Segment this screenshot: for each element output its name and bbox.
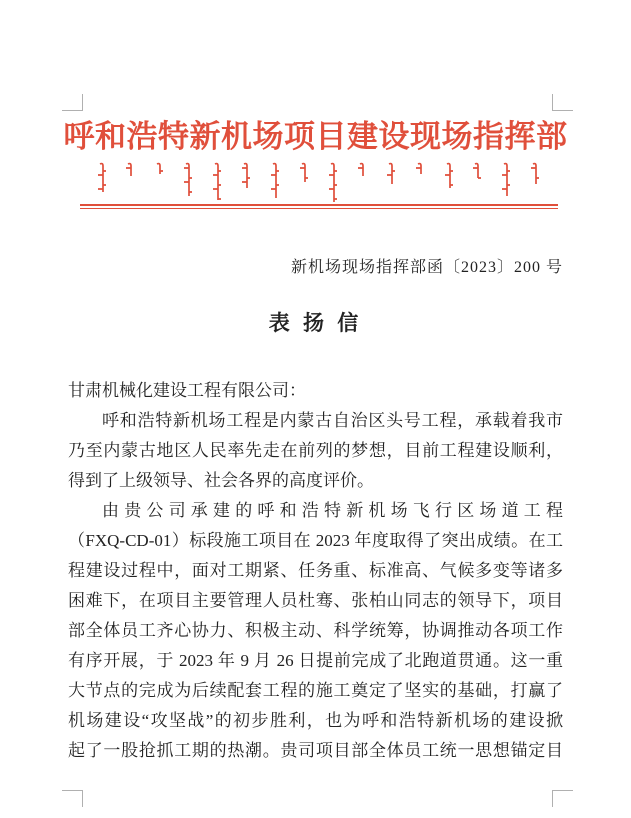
mongolian-script-glyph — [439, 162, 453, 204]
mongolian-script-glyph — [92, 162, 106, 204]
body-line: 大节点的完成为后续配套工程的施工奠定了坚实的基础，打赢了 — [68, 680, 563, 700]
body-line: 部全体员工齐心协力、积极主动、科学统筹，协调推动各项工作 — [68, 620, 563, 640]
mongolian-script-glyph — [323, 162, 337, 204]
document-number: 新机场现场指挥部函〔2023〕200 号 — [290, 258, 563, 276]
text-boundary-mark-top-left — [62, 94, 83, 111]
body-line: 乃至内蒙古地区人民率先走在前列的梦想，目前工程建设顺利， — [68, 440, 563, 460]
mongolian-script-glyph — [525, 162, 539, 204]
mongolian-script-glyph — [120, 162, 134, 204]
mongolian-script-row — [92, 162, 540, 202]
mongolian-script-glyph — [352, 162, 366, 204]
salutation: 甘肃机械化建设工程有限公司： — [68, 380, 306, 400]
letterhead-double-rule — [80, 204, 558, 209]
letterhead-org-title: 呼和浩特新机场项目建设现场指挥部 — [63, 119, 568, 154]
text-boundary-mark-bottom-left — [62, 790, 83, 807]
mongolian-script-glyph — [207, 162, 221, 204]
body-line: 困难下，在项目主要管理人员杜骞、张柏山同志的领导下，项目 — [68, 590, 563, 610]
body-line: （FXQ-CD-01）标段施工项目在 2023 年度取得了突出成绩。在工 — [68, 530, 563, 550]
mongolian-script-glyph — [294, 162, 308, 204]
mongolian-script-glyph — [149, 162, 163, 204]
body-line: 呼和浩特新机场工程是内蒙古自治区头号工程，承载着我市 — [102, 410, 563, 430]
mongolian-script-glyph — [381, 162, 395, 204]
body-text — [68, 376, 563, 766]
paragraphs-container — [68, 406, 563, 766]
mongolian-script-glyph — [410, 162, 424, 204]
body-line: 由贵公司承建的呼和浩特新机场飞行区场道工程 — [102, 500, 563, 520]
body-line: 有序开展，于 2023 年 9 月 26 日提前完成了北跑道贯通。这一重 — [68, 650, 563, 670]
text-boundary-mark-top-right — [552, 94, 573, 111]
mongolian-script-glyph — [496, 162, 510, 204]
mongolian-script-glyph — [178, 162, 192, 204]
mongolian-script-glyph — [265, 162, 279, 204]
mongolian-script-glyph — [236, 162, 250, 204]
text-boundary-mark-bottom-right — [552, 790, 573, 807]
body-line: 机场建设“攻坚战”的初步胜利，也为呼和浩特新机场的建设掀 — [68, 710, 563, 730]
letter-title: 表 扬 信 — [268, 310, 363, 335]
body-line: 程建设过程中，面对工期紧、任务重、标准高、气候多变等诸多 — [68, 560, 563, 580]
body-line: 起了一股抢抓工期的热潮。贵司项目部全体员工统一思想锚定目 — [68, 740, 563, 760]
body-line: 得到了上级领导、社会各界的高度评价。 — [68, 470, 374, 490]
mongolian-script-glyph — [467, 162, 481, 204]
